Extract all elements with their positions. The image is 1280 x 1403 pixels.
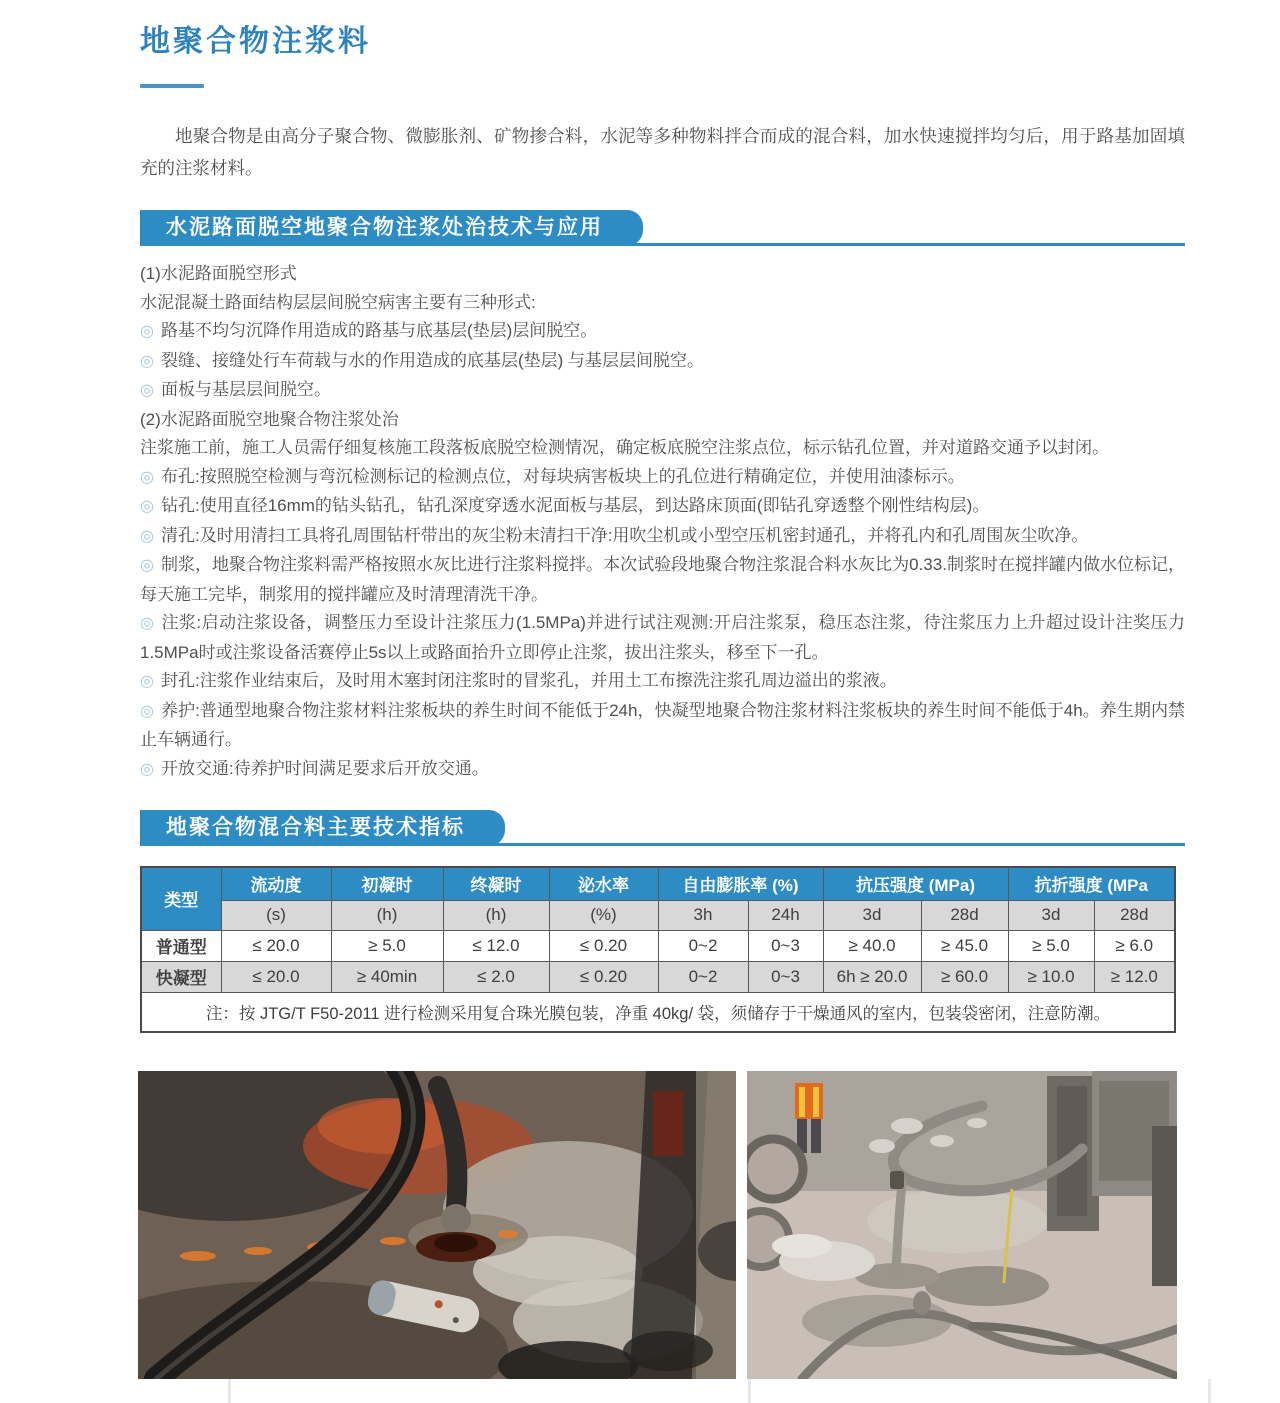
value-cell: ≤ 0.20 [549, 961, 658, 992]
row-type-cell: 快凝型 [141, 961, 221, 992]
value-cell: ≥ 40min [331, 961, 443, 992]
page-bottom-strip [140, 1379, 1185, 1403]
unit-cell: (h) [331, 900, 443, 930]
page-title: 地聚合物注浆料 [140, 25, 371, 58]
value-cell: ≥ 5.0 [1008, 930, 1094, 961]
list-item: ◎ 布孔:按照脱空检测与弯沉检测标记的检测点位，对每块病害板块上的孔位进行精确定位，并使用油漆标示。 [140, 466, 965, 486]
list-item: ◎ 开放交通:待养护时间满足要求后开放交通。 [140, 758, 489, 778]
value-cell: ≤ 12.0 [443, 930, 549, 961]
row-type-cell: 普通型 [141, 930, 221, 961]
value-cell: ≤ 2.0 [443, 961, 549, 992]
col-header: 抗折强度 (MPa [1008, 867, 1175, 900]
unit-cell: (h) [443, 900, 549, 930]
list-item: 注浆施工前，施工人员需仔细复核施工段落板底脱空检测情况，确定板底脱空注浆点位，标示钻孔位置，并对道路交通予以封闭。 [140, 438, 1109, 457]
photo-grout-hose-in-pavement [138, 1071, 736, 1379]
section-banner-technique [140, 210, 1185, 246]
unit-cell: (%) [549, 900, 658, 930]
ring-bullet-icon: ◎ [140, 557, 154, 574]
list-item: (1)水泥路面脱空形式 [140, 264, 297, 283]
col-header: 终凝时 [443, 867, 549, 900]
value-cell: 0~3 [748, 961, 823, 992]
ring-bullet-icon: ◎ [140, 352, 154, 370]
ring-bullet-icon: ◎ [140, 527, 154, 545]
list-item: (2)水泥路面脱空地聚合物注浆处治 [140, 409, 399, 429]
col-header: 自由膨胀率 (%) [658, 867, 823, 900]
table-note: 注：按 JTG/T F50-2011 进行检测采用复合珠光膜包装，净重 40kg/ 袋，须储存于干燥通风的室内，包装袋密闭，注意防潮。 [141, 992, 1175, 1032]
col-header-type: 类型 [141, 867, 221, 930]
value-cell: ≥ 45.0 [921, 930, 1008, 961]
value-cell: ≥ 12.0 [1094, 961, 1175, 992]
unit-cell: 28d [1094, 900, 1175, 930]
value-cell: ≥ 40.0 [823, 930, 921, 961]
ring-bullet-icon: ◎ [140, 673, 154, 690]
unit-cell: 3d [1008, 900, 1094, 930]
technique-list [140, 260, 1185, 784]
unit-cell: 3h [658, 900, 748, 930]
photo-row [138, 1071, 1185, 1379]
ring-bullet-icon: ◎ [140, 468, 154, 486]
list-item: ◎ 裂缝、接缝处行车荷载与水的作用造成的底基层(垫层) 与基层层间脱空。 [140, 350, 705, 370]
title-underline [140, 84, 204, 88]
value-cell: ≤ 0.20 [549, 930, 658, 961]
list-item: ◎ 封孔:注浆作业结束后，及时用木塞封闭注浆时的冒浆孔，并用土工布擦洗注浆孔周边溢出的浆液。 [140, 671, 897, 690]
value-cell: ≤ 20.0 [221, 930, 331, 961]
list-item: ◎ 面板与基层层间脱空。 [140, 380, 331, 399]
ring-bullet-icon: ◎ [140, 382, 154, 399]
section-heading: 地聚合物混合料主要技术指标 [140, 810, 505, 846]
ring-bullet-icon: ◎ [140, 760, 154, 778]
value-cell: ≥ 6.0 [1094, 930, 1175, 961]
list-item: ◎ 制浆，地聚合物注浆料需严格按照水灰比进行注浆料搅拌。本次试验段地聚合物注浆混合料水灰比为0.33.制浆时在搅拌罐内做水位标记，每天施工完毕，制浆用的搅拌罐应及时清理清洗干净。 [140, 555, 1185, 604]
list-item: ◎ 路基不均匀沉降作用造成的路基与底基层(垫层)层间脱空。 [140, 321, 598, 340]
col-header: 流动度 [221, 867, 331, 900]
unit-cell: 28d [921, 900, 1008, 930]
table-row [141, 930, 1175, 961]
intro-paragraph: 地聚合物是由高分子聚合物、微膨胀剂、矿物掺合料，水泥等多种物料拌合而成的混合料，加水快速搅拌均匀后，用于路基加固填充的注浆材料。 [140, 126, 1185, 178]
value-cell: ≥ 5.0 [331, 930, 443, 961]
list-item: 水泥混凝土路面结构层层间脱空病害主要有三种形式: [140, 292, 536, 312]
section-heading: 水泥路面脱空地聚合物注浆处治技术与应用 [140, 210, 643, 246]
table-note-row [141, 992, 1175, 1032]
list-item: ◎ 养护:普通型地聚合物注浆材料注浆板块的养生时间不能低于24h，快凝型地聚合物注浆材料注浆板块的养生时间不能低于4h。养生期内禁止车辆通行。 [140, 700, 1185, 749]
value-cell: 6h ≥ 20.0 [823, 961, 921, 992]
spec-table [140, 866, 1176, 1033]
ring-bullet-icon: ◎ [140, 615, 155, 632]
value-cell: 0~3 [748, 930, 823, 961]
ring-bullet-icon: ◎ [140, 498, 154, 515]
col-header: 抗压强度 (MPa) [823, 867, 1008, 900]
value-cell: 0~2 [658, 961, 748, 992]
value-cell: ≤ 20.0 [221, 961, 331, 992]
value-cell: ≥ 10.0 [1008, 961, 1094, 992]
photo-grouting-worksite [747, 1071, 1177, 1379]
ring-bullet-icon: ◎ [140, 323, 154, 340]
section-banner-specs [140, 810, 1185, 846]
unit-cell: 3d [823, 900, 921, 930]
value-cell: 0~2 [658, 930, 748, 961]
unit-cell: (s) [221, 900, 331, 930]
col-header: 初凝时 [331, 867, 443, 900]
list-item: ◎ 钻孔:使用直径16mm的钻头钻孔，钻孔深度穿透水泥面板与基层，到达路床顶面(即钻孔穿透整个刚性结构层)。 [140, 496, 990, 515]
table-row [141, 961, 1175, 992]
value-cell: ≥ 60.0 [921, 961, 1008, 992]
unit-cell: 24h [748, 900, 823, 930]
list-item: ◎ 清孔:及时用清扫工具将孔周围钻杆带出的灰尘粉末清扫干净:用吹尘机或小型空压机密封通孔，并将孔内和孔周围灰尘吹净。 [140, 525, 1089, 545]
table-units-row [141, 900, 1175, 930]
ring-bullet-icon: ◎ [140, 702, 155, 720]
list-item: ◎ 注浆:启动注浆设备，调整压力至设计注浆压力(1.5MPa)并进行试注观测:开启注浆泵，稳压态注浆，待注浆压力上升超过设计注奖压力1.5MPa时或注浆设备活赛停止5s以上或路面抬升立即停止注浆，拔出注浆头，移至下一孔。 [140, 613, 1185, 662]
table-header-row [141, 867, 1175, 900]
col-header: 泌水率 [549, 867, 658, 900]
